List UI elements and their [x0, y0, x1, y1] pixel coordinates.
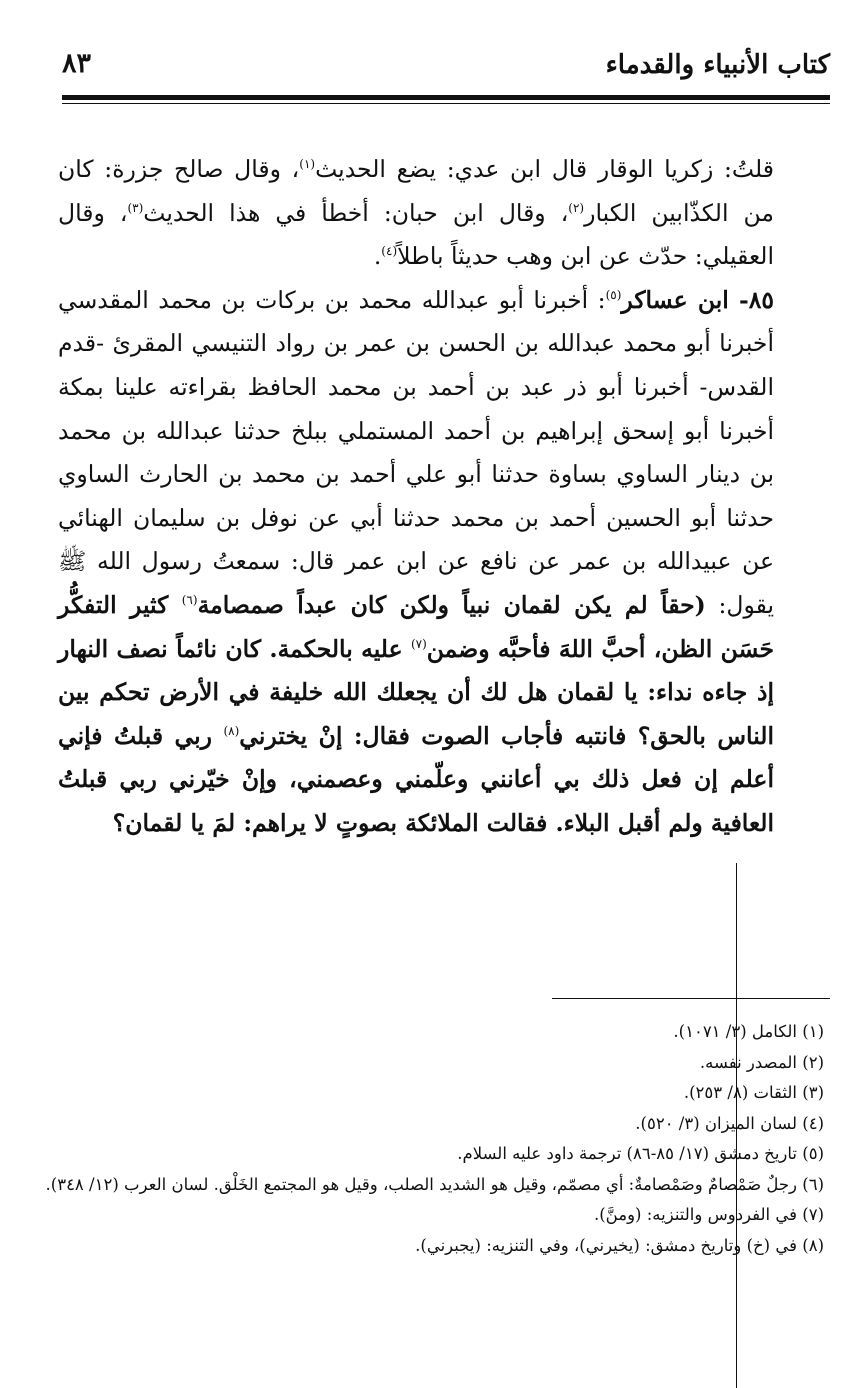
vertical-scan-line [736, 863, 737, 1388]
isnad-text: : أخبرنا أبو عبدالله محمد بن بركات بن محمد المقدسي أخبرنا أبو محمد عبدالله بن الحسن بن عمر بن رواد التنيسي المقرئ -قدم القدس- أخبرنا أبو ذر عبد بن أحمد بن محمد الحافظ بقراءته علينا بمكة أخبرنا أبو إسحق إبراهيم بن أحمد المستملي ببلخ حدثنا عبدالله بن محمد بن دينار الساوي بساوة حدثنا أبو علي أحمد بن محمد بن الحارث الساوي حدثنا أبو الحسين أحمد بن محمد حدثنا أبي عن نوفل بن سليمان الهنائي عن عبيدالله بن عمر عن نافع عن ابن عمر قال: سمعتُ رسول الله ﷺ يقول: [58, 285, 775, 619]
footnote-5: (٥) تاريخ دمشق (١٧/ ٨٥-٨٦) ترجمة داود عليه السلام. [457, 1144, 824, 1163]
footnote-marker-7[interactable]: (٧) [410, 636, 427, 651]
footnote-4: (٤) لسان الميزان (٣/ ٥٢٠). [635, 1113, 824, 1133]
p1-text-b: ، وقال صالح جزرة: كان من الكذّابين الكبار [58, 155, 774, 227]
book-title: كتاب الأنبياء والقدماء [605, 50, 830, 80]
footnote-marker-1[interactable]: (١) [299, 157, 316, 172]
footnote-marker-8[interactable]: (٨) [223, 723, 240, 738]
p1-text-c: ، وقال ابن حبان: أخطأ في هذا الحديث [143, 198, 569, 227]
footnote-marker-6[interactable]: (٦) [181, 593, 198, 608]
footnote-separator [552, 998, 830, 999]
hadith-quote-c: عليه بالحكمة. كان نائماً نصف النهار إذ جاءه نداء: يا لقمان هل لك أن يجعلك الله خليفة في الأرض تحكم بين الناس بالحق؟ فانتبه فأجاب الصوت فقال: إنْ يخترني [58, 634, 774, 750]
footnote-2: (٢) المصدر نفسه. [699, 1052, 824, 1072]
hadith-quote-d: ربي قبلتُ فإني أعلم إن فعل ذلك بي أعانني وعلّمني وعصمني، وإنْ خيّرني ربي قبلتُ العافية ولم أقبل البلاء. فقالت الملائكة بصوتٍ لا يراهم: لمَ يا لقمان؟ [58, 721, 774, 837]
paragraph-1 [58, 148, 830, 279]
footnote-marker-4[interactable]: (٤) [381, 244, 398, 259]
footnote-1: (١) الكامل (٣/ ١٠٧١). [673, 1022, 824, 1041]
header-rule-thin [62, 103, 830, 104]
footnotes [44, 1017, 824, 1261]
hadith-quote-b: كثير التفكُّر حَسَن الظن، أحبَّ اللهَ فأحبَّه وضمن [58, 590, 774, 663]
hadith-quote-a: (حقاً لم يكن لقمان نبياً ولكن كان عبداً صمصامة [197, 590, 706, 619]
footnote-7: (٧) في الفردوس والتنزيه: (ومنَّ). [593, 1205, 824, 1224]
page-number: ٨٣ [62, 48, 92, 79]
footnote-marker-2[interactable]: (٢) [568, 200, 585, 215]
p1-text-a: قلتُ: زكريا الوقار قال ابن عدي: يضع الحديث [315, 155, 774, 183]
p1-text-e: . [373, 242, 382, 271]
hadith-number-source: ٨٥- ابن عساكر [621, 285, 774, 314]
footnote-3: (٣) الثقات (٨/ ٢٥٣). [683, 1083, 824, 1102]
p1-text-d: ، وقال العقيلي: حدّث عن ابن وهب حديثاً باطلاً [58, 198, 774, 271]
footnote-8: (٨) في (خ) وتاريخ دمشق: (يخيرني)، وفي التنزيه: (يجبرني). [415, 1235, 824, 1255]
header-rule-thick [62, 95, 830, 100]
footnote-marker-5[interactable]: (٥) [605, 287, 622, 302]
paragraph-2 [58, 279, 830, 846]
footnote-6: (٦) رجلٌ صَمْصامٌ وصَمْصامةٌ: أي مصمّم، وقيل هو الشديد الصلب، وقيل هو المجتمع الخَلْق. لسان العرب (١٢/ ٣٤٨). [45, 1174, 824, 1194]
running-header [62, 46, 830, 92]
footnote-marker-3[interactable]: (٣) [127, 200, 144, 215]
main-text [58, 148, 830, 846]
